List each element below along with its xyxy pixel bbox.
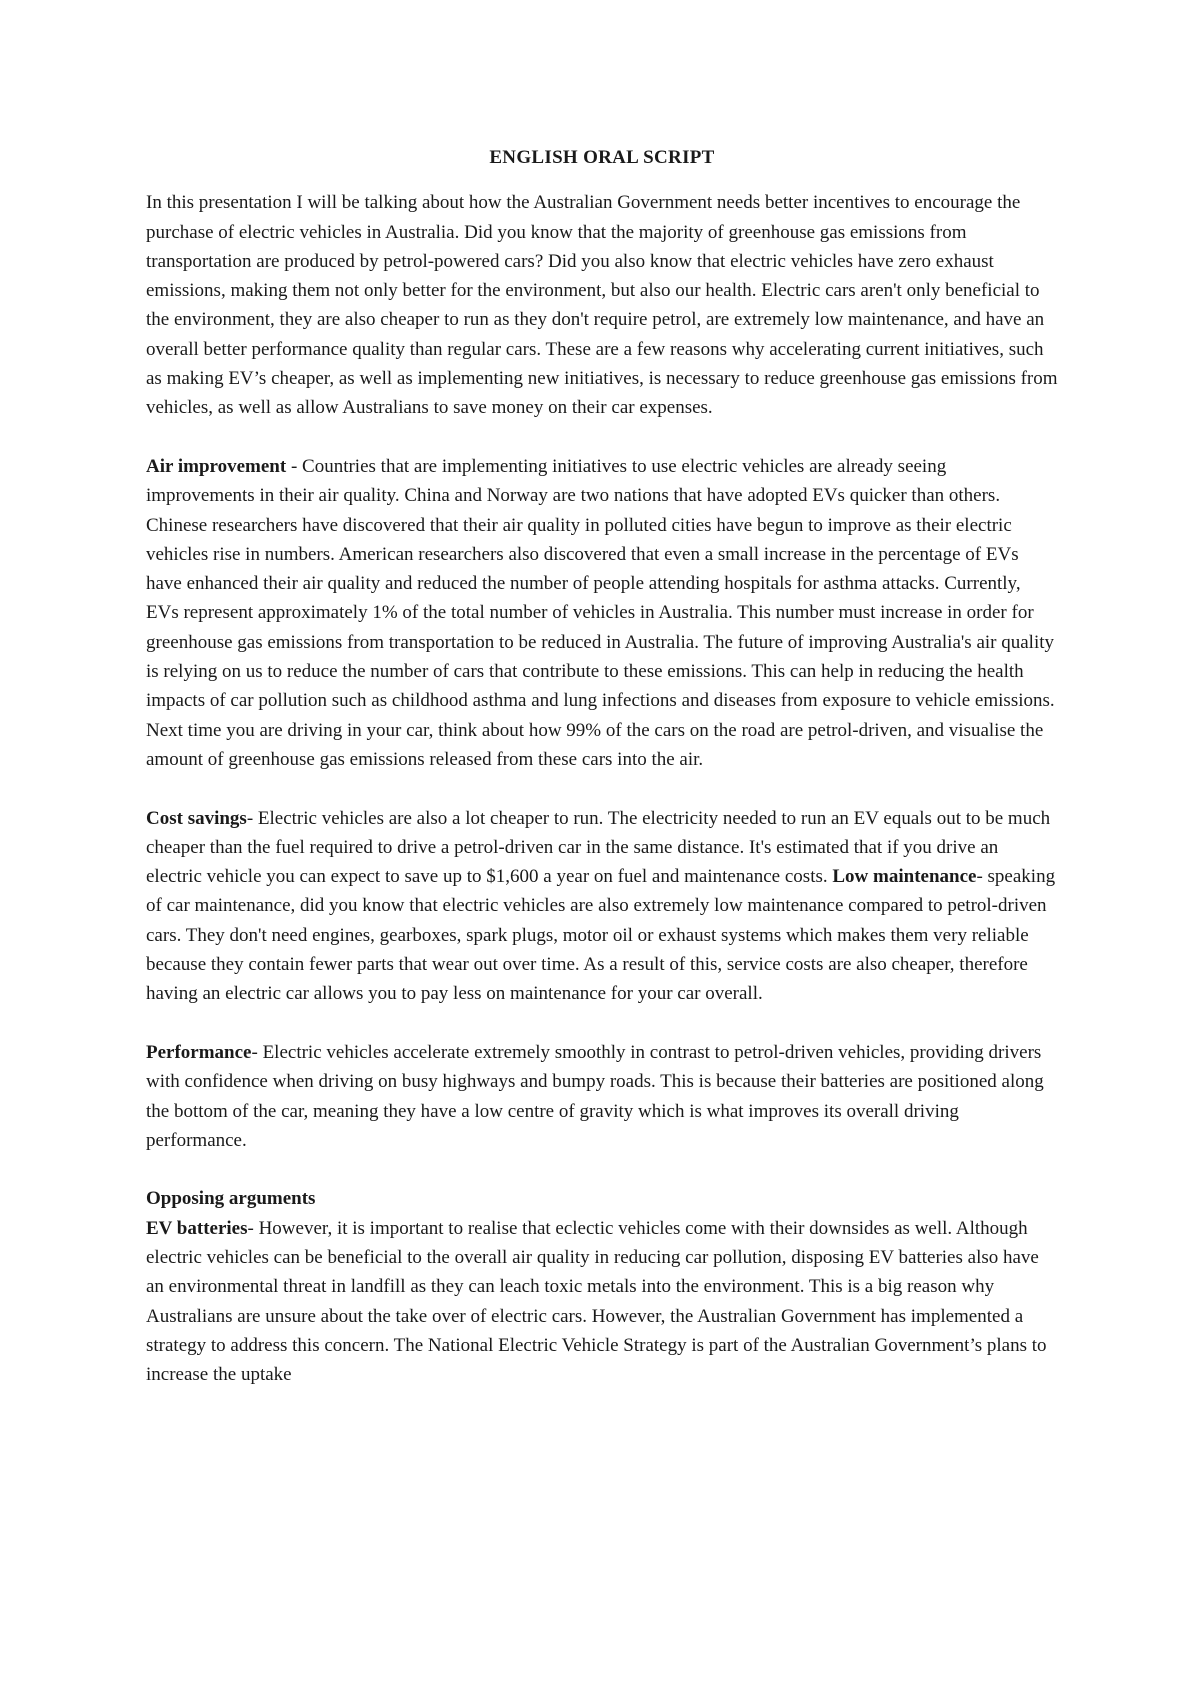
cost-savings-label: Cost savings	[146, 807, 247, 829]
low-maintenance-text: - speaking of car maintenance, did you know that electric vehicles are also extremely low maintenance compared to petrol-driven cars. They don't need engines, gearboxes, spark plugs, motor oil or exhaust systems which makes them very reliable because they contain fewer parts that wear out over time. As a result of this, service costs are also cheaper, therefore having an electric car allows you to pay less on maintenance for your car overall.	[146, 866, 1056, 1005]
performance-text: - Electric vehicles accelerate extremely smoothly in contrast to petrol-driven vehicles, providing drivers with confidence when driving on busy highways and bumpy roads. This is because their batteries are positioned along the bottom of the car, meaning they have a low centre of gravity which is what improves its overall driving performance.	[146, 1041, 1044, 1151]
ev-batteries-label: EV batteries	[146, 1217, 248, 1239]
air-improvement-paragraph	[146, 452, 1058, 774]
air-improvement-text: - Countries that are implementing initiatives to use electric vehicles are already seeing improvements in their air quality. China and Norway are two nations that have adopted EVs quicker than others. Chinese researchers have discovered that their air quality in polluted cities have begun to improve as their electric vehicles rise in numbers. American researchers also discovered that even a small increase in the percentage of EVs have enhanced their air quality and reduced the number of people attending hospitals for asthma attacks. Currently, EVs represent approximately 1% of the total number of vehicles in Australia. This number must increase in order for greenhouse gas emissions from transportation to be reduced in Australia. The future of improving Australia's air quality is relying on us to reduce the number of cars that contribute to these emissions. This can help in reducing the health impacts of car pollution such as childhood asthma and lung infections and diseases from exposure to vehicle emissions. Next time you are driving in your car, think about how 99% of the cars on the road are petrol-driven, and visualise the amount of greenhouse gas emissions released from these cars into the air.	[146, 455, 1055, 770]
performance-label: Performance	[146, 1041, 252, 1063]
opposing-arguments-heading: Opposing arguments	[146, 1188, 316, 1210]
intro-paragraph: In this presentation I will be talking about how the Australian Government needs better incentives to encourage the purchase of electric vehicles in Australia. Did you know that the majority of greenhouse gas emissions from transportation are produced by petrol-powered cars? Did you also know that electric vehicles have zero exhaust emissions, making them not only better for the environment, but also our health. Electric cars aren't only beneficial to the environment, they are also cheaper to run as they don't require petrol, are extremely low maintenance, and have an overall better performance quality than regular cars. These are a few reasons why accelerating current initiatives, such as making EV’s cheaper, as well as implementing new initiatives, is necessary to reduce greenhouse gas emissions from vehicles, as well as allow Australians to save money on their car expenses.	[146, 192, 1058, 419]
ev-batteries-paragraph	[146, 1214, 1058, 1390]
document-page	[146, 143, 1058, 1419]
cost-savings-paragraph	[146, 804, 1058, 1009]
cost-savings-text: - Electric vehicles are also a lot cheaper to run. The electricity needed to run an EV equals out to be much cheaper than the fuel required to drive a petrol-driven car in the same distance. It's estimated that if you drive an electric vehicle you can expect to save up to $1,600 a year on fuel and maintenance costs.	[146, 807, 1051, 888]
air-improvement-label: Air improvement	[146, 455, 287, 477]
performance-paragraph	[146, 1038, 1058, 1155]
document-title: ENGLISH ORAL SCRIPT	[489, 147, 715, 168]
low-maintenance-label: Low maintenance	[832, 866, 977, 888]
ev-batteries-text: - However, it is important to realise that eclectic vehicles come with their downsides as well. Although electric vehicles can be beneficial to the overall air quality in reducing car pollution, disposing EV batteries also have an environmental threat in landfill as they can leach toxic metals into the environment. This is a big reason why Australians are unsure about the take over of electric cars. However, the Australian Government has implemented a strategy to address this concern. The National Electric Vehicle Strategy is part of the Australian Government’s plans to increase the uptake	[146, 1217, 1047, 1386]
